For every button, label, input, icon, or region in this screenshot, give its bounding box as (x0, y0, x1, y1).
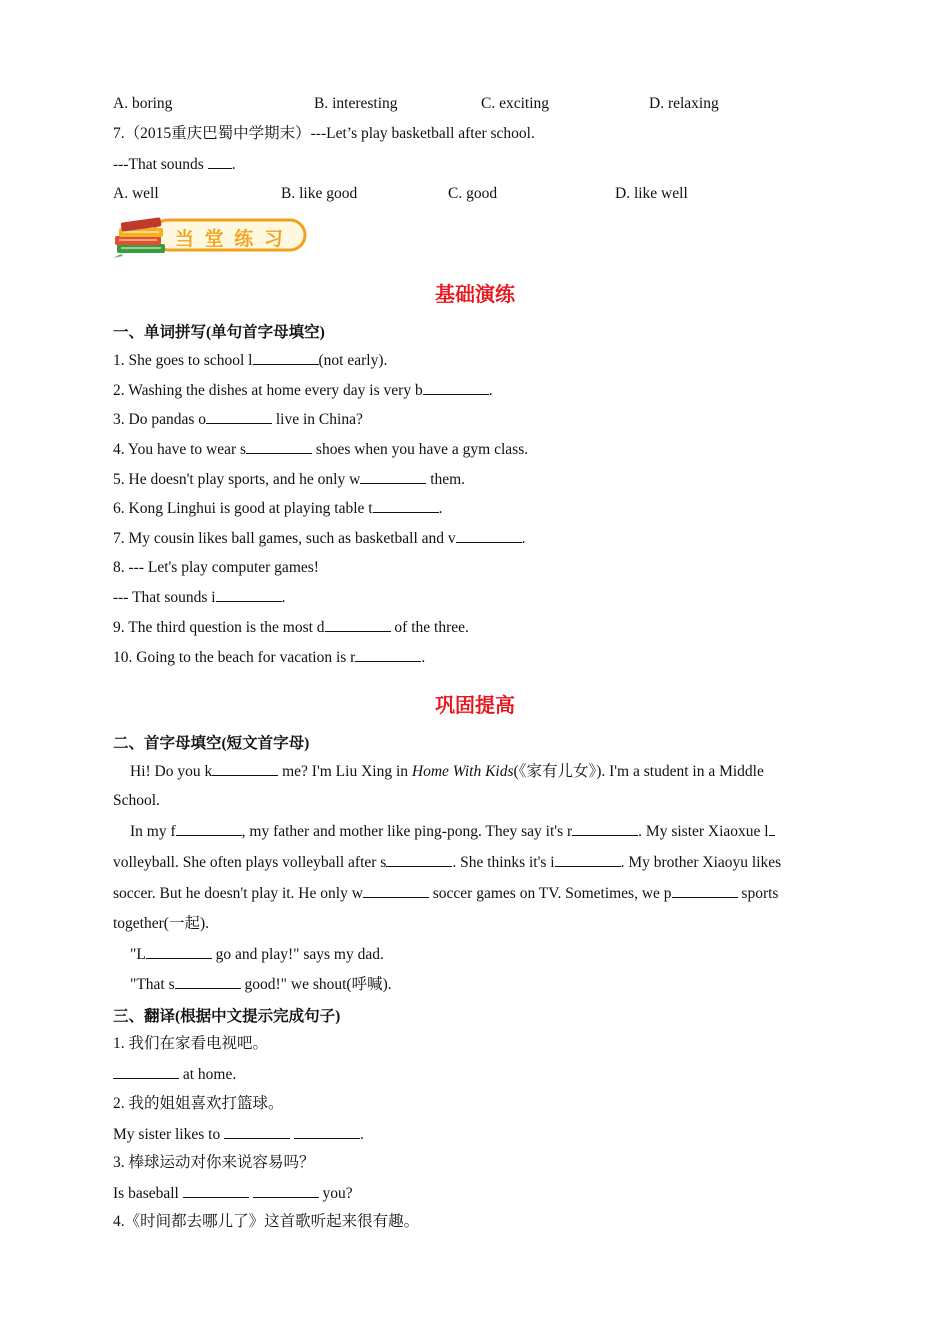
answer-blank (572, 821, 638, 836)
answer-blank (325, 617, 391, 632)
q6-option-b: B. interesting (314, 95, 398, 112)
answer-blank (253, 350, 319, 365)
s2-paragraph-line-7 (113, 944, 850, 965)
s2-text: In my f (130, 823, 176, 840)
answer-blank (246, 439, 312, 454)
s1-item-2 (113, 380, 493, 401)
q7-option-d: D. like well (615, 185, 688, 202)
answer-blank (363, 883, 429, 898)
s1-item-7-post: . (521, 530, 526, 547)
s1-item-7-pre: 7. My cousin likes ball games, such as basketball and v (113, 530, 456, 547)
s1-item-3-pre: 3. Do pandas o (113, 411, 206, 428)
s1-item-6 (113, 498, 442, 519)
s1-item-7 (113, 528, 526, 549)
s1-item-4-post: shoes when you have a gym class. (312, 441, 529, 458)
s2-text: (《家有儿女》). I'm a student in a Middle (513, 763, 764, 780)
s2-text: "That s (130, 976, 175, 993)
s3-text: at home. (179, 1066, 237, 1083)
s1-item-3 (113, 409, 363, 430)
s1-item-8b-post: . (281, 589, 286, 606)
practice-banner (113, 214, 313, 260)
s1-item-10-post: . (421, 649, 426, 666)
s2-text: volleyball. She often plays volleyball after s (113, 854, 387, 871)
s1-item-10 (113, 647, 425, 668)
s3-q1-chinese: 1. 我们在家看电视吧。 (113, 1035, 269, 1052)
s1-item-9-post: of the three. (390, 619, 469, 636)
section2-title: 二、首字母填空(短文首字母) (113, 735, 310, 752)
s1-item-1 (113, 350, 387, 371)
s2-text: Hi! Do you k (130, 763, 213, 780)
q7-line2-pre: ---That sounds (113, 156, 208, 173)
s1-item-1-post: (not early). (318, 352, 388, 369)
answer-blank (456, 528, 522, 543)
s1-item-8b (113, 587, 285, 608)
s1-item-10-pre: 10. Going to the beach for vacation is r (113, 649, 356, 666)
answer-blank (146, 944, 212, 959)
section1-title: 一、单词拼写(单句首字母填空) (113, 324, 325, 341)
s3-text: Is baseball (113, 1185, 183, 1202)
s3-q4-chinese: 4.《时间都去哪儿了》这首歌听起来很有趣。 (113, 1213, 420, 1230)
s1-item-3-post: live in China? (272, 411, 363, 428)
q7-option-a: A. well (113, 185, 159, 202)
s2-paragraph-line-2: School. (113, 792, 160, 809)
s1-item-4 (113, 439, 528, 460)
s2-paragraph-line-1 (113, 761, 850, 782)
answer-blank (423, 380, 489, 395)
s1-item-5-pre: 5. He doesn't play sports, and he only w (113, 471, 361, 488)
answer-blank (253, 1183, 319, 1198)
answer-blank (206, 409, 272, 424)
q7-option-c: C. good (448, 185, 498, 202)
s2-text: sports (737, 885, 779, 902)
s2-paragraph-line-6: together(一起). (113, 915, 209, 932)
s1-item-2-pre: 2. Washing the dishes at home every day is very b (113, 382, 423, 399)
s3-q1-answer-line (113, 1064, 236, 1085)
s3-text: you? (318, 1185, 353, 1202)
answer-blank (294, 1124, 360, 1139)
s2-paragraph-line-4 (113, 852, 833, 873)
s1-item-5-post: them. (426, 471, 466, 488)
s1-item-9-pre: 9. The third question is the most d (113, 619, 325, 636)
s2-paragraph-line-8 (113, 974, 850, 995)
s1-item-9 (113, 617, 469, 638)
answer-blank (113, 1064, 179, 1079)
s2-paragraph-line-5 (113, 883, 833, 904)
q6-option-c: C. exciting (481, 95, 550, 112)
answer-blank (373, 498, 439, 513)
s3-text: . (359, 1126, 364, 1143)
s3-q2-chinese: 2. 我的姐姐喜欢打篮球。 (113, 1095, 284, 1112)
answer-blank (208, 154, 232, 169)
q7-line2-post: . (231, 156, 236, 173)
s1-item-5 (113, 469, 465, 490)
s2-text: . She thinks it's i (452, 854, 555, 871)
s2-text: soccer games on TV. Sometimes, we p (428, 885, 672, 902)
q6-option-d: D. relaxing (649, 95, 719, 112)
s2-text: . My brother Xiaoyu likes (620, 854, 782, 871)
answer-blank (176, 821, 242, 836)
s1-item-6-pre: 6. Kong Linghui is good at playing table t (113, 500, 373, 517)
answer-blank (183, 1183, 249, 1198)
banner-text: 当 堂 练 习 (175, 228, 285, 250)
heading-consolidation: 巩固提高 (435, 693, 515, 717)
q6-option-a: A. boring (113, 95, 173, 112)
answer-blank (216, 587, 282, 602)
s1-item-2-post: . (488, 382, 493, 399)
answer-blank (769, 821, 775, 836)
s1-item-4-pre: 4. You have to wear s (113, 441, 247, 458)
q7-line2 (113, 154, 236, 175)
s1-item-8-pre: 8. --- Let's play computer games! (113, 559, 319, 576)
s2-text: good!" we shout(呼喊). (240, 976, 392, 993)
s2-text: me? I'm Liu Xing in (278, 763, 412, 780)
answer-blank (355, 647, 421, 662)
s2-text: . My sister Xiaoxue l (638, 823, 769, 840)
q7-option-b: B. like good (281, 185, 358, 202)
answer-blank (224, 1124, 290, 1139)
s1-item-1-pre: 1. She goes to school l (113, 352, 253, 369)
heading-basic-practice: 基础演练 (435, 282, 515, 306)
s2-text: , my father and mother like ping-pong. They say it's r (241, 823, 573, 840)
s2-text: "L (130, 946, 146, 963)
answer-blank (555, 852, 621, 867)
s3-q2-answer-line (113, 1124, 364, 1145)
answer-blank (360, 469, 426, 484)
s2-text: go and play!" says my dad. (211, 946, 384, 963)
answer-blank (672, 883, 738, 898)
s2-paragraph-line-3 (113, 821, 850, 842)
answer-blank (212, 761, 278, 776)
s3-q3-answer-line (113, 1183, 353, 1204)
q7-stem: 7.（2015重庆巴蜀中学期末）---Let’s play basketball after school. (113, 125, 535, 142)
answer-blank (175, 974, 241, 989)
s3-q3-chinese: 3. 棒球运动对你来说容易吗？ (113, 1154, 315, 1171)
s1-item-6-post: . (438, 500, 443, 517)
s3-text: My sister likes to (113, 1126, 225, 1143)
s2-title-italic: Home With Kids (411, 763, 514, 780)
section3-title: 三、翻译(根据中文提示完成句子) (113, 1008, 341, 1025)
answer-blank (386, 852, 452, 867)
s2-text: soccer. But he doesn't play it. He only w (113, 885, 363, 902)
s1-item-8b-pre: --- That sounds i (113, 589, 216, 606)
s1-item-8 (113, 558, 319, 578)
